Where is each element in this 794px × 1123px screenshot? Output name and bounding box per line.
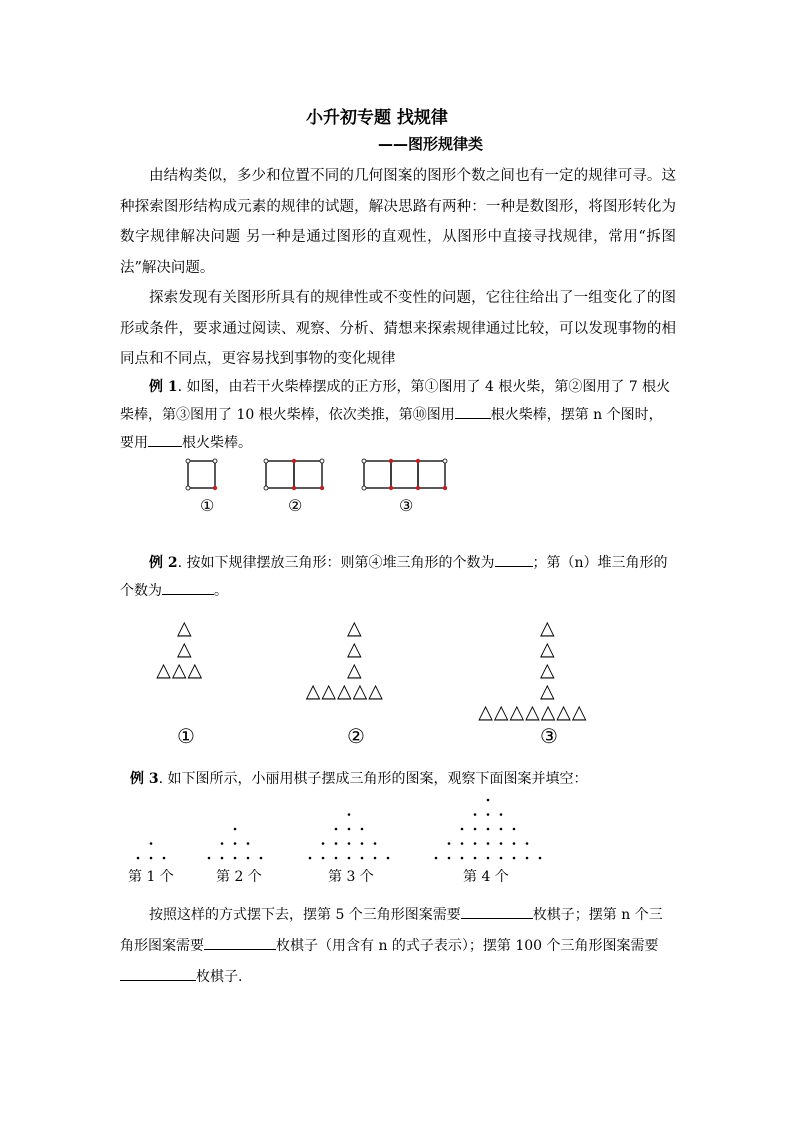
matchstick-figures — [180, 455, 470, 495]
dot — [247, 857, 250, 860]
example3-follow-d: 枚棋子. — [196, 969, 243, 985]
dot — [221, 857, 224, 860]
dot — [474, 842, 477, 845]
example3-blank-1[interactable] — [461, 902, 533, 919]
dot — [361, 842, 364, 845]
dot — [309, 857, 312, 860]
example1-figure-label-2: ② — [288, 496, 303, 515]
dot — [348, 828, 351, 831]
intro-paragraph-2: 探索发现有关图形所具有的规律性或不变性的问题，它往往给出了一组变化了的图形或条件，要求通过阅读、观察、分析、猜想来探索规律通过比较，可以发现事物的相同点和不同点，更容易找到事物的变化规律 — [120, 290, 676, 367]
triangle-stem-3-2: △ — [540, 638, 556, 660]
triangle-stem-1-2: △ — [177, 638, 193, 660]
page-title: 小升初专题 找规律 — [306, 108, 448, 128]
example3-follow-a: 按照这样的方式摆下去，摆第 5 个三角形图案需要 — [149, 907, 461, 923]
example3-followup — [120, 900, 676, 993]
example3-blank-2[interactable] — [204, 933, 276, 950]
example3-text-body: . 如下图所示，小丽用棋子摆成三角形的图案，观察下面图案并填空： — [158, 771, 588, 787]
dot-caption-1: 第 1 个 — [128, 869, 174, 885]
dot — [150, 857, 153, 860]
dot — [487, 813, 490, 816]
example1-blank-1[interactable] — [455, 402, 491, 419]
matchstick-figure-1 — [188, 461, 215, 488]
example1-text-c: 根火柴棒。 — [182, 435, 252, 451]
dot — [461, 842, 464, 845]
dot — [348, 857, 351, 860]
dot — [539, 857, 542, 860]
dot — [260, 857, 263, 860]
dot — [526, 857, 529, 860]
dot — [221, 842, 224, 845]
dot — [208, 857, 211, 860]
dot — [474, 857, 477, 860]
example3-blank-3[interactable] — [120, 964, 196, 981]
dot — [526, 842, 529, 845]
example1-figure-label-1: ① — [200, 496, 215, 515]
example1-label: 例 1 — [149, 379, 178, 395]
dot — [461, 857, 464, 860]
dot — [335, 842, 338, 845]
dot-figure-3 — [309, 813, 390, 859]
dot — [361, 828, 364, 831]
dot-caption-2: 第 2 个 — [216, 869, 262, 885]
dot — [361, 857, 364, 860]
page-subtitle: ——图形规律类 — [378, 135, 484, 153]
dot — [322, 857, 325, 860]
triangle-stem-3-4: △ — [540, 680, 556, 702]
intro-paragraph-1: 由结构类似，多少和位置不同的几何图案的图形个数之间也有一定的规律可寻。这种探索图形结构成元素的规律的试题，解决思路有两种：一种是数图形，将图形转化为数字规律解决问题 另一种是通过图形的直观性，从图形中直接寻找规律，常用“拆图法”解决问题。 — [120, 168, 676, 276]
dot — [387, 857, 390, 860]
dot — [435, 857, 438, 860]
dot — [234, 828, 237, 831]
triangle-stem-3-3: △ — [540, 659, 556, 681]
dot — [513, 842, 516, 845]
example3-label: 例 3 — [130, 771, 159, 787]
dot — [322, 842, 325, 845]
dot-caption-3: 第 3 个 — [328, 869, 374, 885]
dot — [500, 857, 503, 860]
triangle-stem-2-3: △ — [347, 659, 363, 681]
example1-text — [120, 373, 676, 457]
example1-blank-2[interactable] — [148, 430, 182, 447]
dot — [234, 857, 237, 860]
dot — [150, 842, 153, 845]
triangle-stem-2-1: △ — [347, 617, 363, 639]
dot — [513, 828, 516, 831]
dot-figure-1 — [137, 842, 166, 859]
dot — [448, 857, 451, 860]
dot — [500, 813, 503, 816]
example2-text-c: 。 — [214, 583, 228, 599]
dot — [487, 857, 490, 860]
dot — [513, 857, 516, 860]
dot — [500, 828, 503, 831]
example3-follow-b: 枚棋子；摆第 n 个三角形图案需要 — [120, 907, 663, 954]
example2-blank-1[interactable] — [495, 550, 533, 567]
dot-figure-2 — [208, 828, 263, 860]
triangle-stem-3-1: △ — [540, 617, 556, 639]
dot — [348, 842, 351, 845]
dot — [500, 842, 503, 845]
example1-figure-label-3: ③ — [399, 496, 414, 515]
example2-label: 例 2 — [149, 555, 178, 571]
example3-follow-c: 枚棋子（用含有 n 的式子表示）；摆第 100 个三角形图案需要 — [276, 938, 659, 954]
dot — [487, 799, 490, 802]
triangle-stem-2-2: △ — [347, 638, 363, 660]
dot — [461, 828, 464, 831]
dot — [234, 842, 237, 845]
example2-figure-label-1: ① — [177, 724, 195, 748]
dot — [487, 842, 490, 845]
dot — [163, 857, 166, 860]
dot-caption-4: 第 4 个 — [463, 869, 509, 885]
dot — [137, 857, 140, 860]
dot — [247, 842, 250, 845]
matchstick-figure-3 — [364, 461, 445, 488]
triangle-base-2: △△△△△ — [305, 680, 384, 702]
dot — [487, 828, 490, 831]
example2-text-b: ；第（n）堆三角形的个数为 — [120, 555, 668, 599]
dot — [474, 828, 477, 831]
triangle-base-3: △△△△△△△ — [478, 701, 588, 723]
matchstick-figure-2 — [266, 461, 322, 488]
example1-text-a: . 如图，由若干火柴棒摆成的正方形，第①图用了 4 根火柴，第②图用了 7 根火柴棒，第③图用了 10 根火柴棒，依次类推，第⑩图用 — [120, 379, 671, 423]
dot — [374, 857, 377, 860]
example2-text-a: . 按如下规律摆放三角形：则第④堆三角形的个数为 — [177, 555, 495, 571]
example2-blank-2[interactable] — [162, 578, 214, 595]
example2-figure-label-2: ② — [347, 724, 365, 748]
example1-text-b: 根火柴棒，摆第 n 个图时，要用 — [120, 407, 663, 451]
example2-figure-label-3: ③ — [540, 724, 558, 748]
example3-text — [130, 765, 686, 793]
dot-figure-4 — [435, 799, 542, 860]
dot — [474, 813, 477, 816]
dot — [335, 857, 338, 860]
example2-text — [120, 549, 676, 605]
dot-triangle-figures — [120, 790, 570, 865]
triangle-stem-1-1: △ — [177, 617, 193, 639]
dot — [335, 828, 338, 831]
dot — [374, 842, 377, 845]
dot — [348, 813, 351, 816]
dot — [448, 842, 451, 845]
triangle-base-1: △△△ — [156, 659, 204, 681]
